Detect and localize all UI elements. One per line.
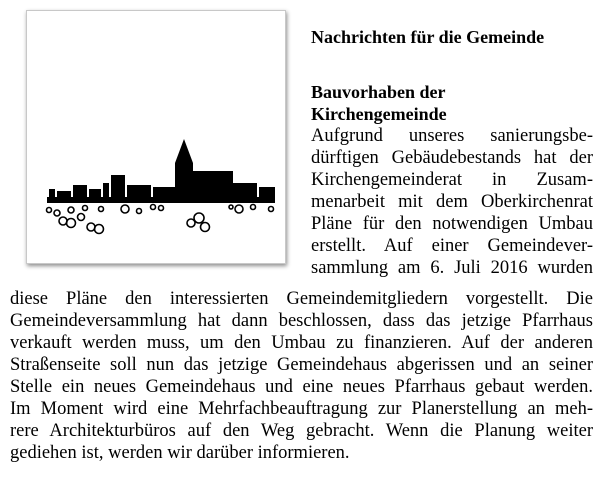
- article-line: diese Pläne den interessierten Gemeindemitgliedern vorgestellt. Die: [10, 289, 593, 309]
- article-line: Stelle ein neues Gemeindehaus und eine neues Pfarrhaus gebaut werden.: [10, 377, 593, 397]
- village-logo-frame: [26, 10, 286, 264]
- village-church-skyline-icon: [27, 11, 285, 263]
- article-line: sammlung am 6. Juli 2016 wurden: [311, 258, 593, 278]
- article-line: rere Architekturbüros auf den Weg gebracht. Wenn die Planung weiter: [10, 421, 593, 441]
- article-line: verkauft werden muss, um den Umbau zu finanzieren. Auf der anderen: [10, 333, 593, 353]
- article-title: [311, 81, 591, 125]
- article-line: Gemeindeversammlung hat dann beschlossen, dass das jetzige Pfarrhaus: [10, 311, 593, 331]
- article-line: Aufgrund unseres sanierungsbe-: [311, 126, 593, 146]
- page-heading: Nachrichten für die Gemeinde: [311, 27, 545, 47]
- article-line: Pläne für den notwendigen Umbau: [311, 214, 593, 234]
- article-line: erstellt. Auf einer Gemeindever-: [311, 236, 593, 256]
- article-line: dürftigen Gebäudebestands hat der: [311, 148, 593, 168]
- article-title-line: Kirchengemeinde: [311, 104, 447, 124]
- article-line: Im Moment wird eine Mehrfachbeauftragung zur Planerstellung an meh-: [10, 399, 593, 419]
- article-line: menarbeit mit dem Oberkirchenrat: [311, 192, 593, 212]
- article-title-line: Bauvorhaben der: [311, 82, 446, 102]
- article-line: gediehen ist, werden wir darüber informieren.: [10, 443, 350, 463]
- article-line: Straßenseite soll nun das jetzige Gemeindehaus abgerissen und an seiner: [10, 355, 593, 375]
- article-line: Kirchengemeinderat in Zusam-: [311, 170, 593, 190]
